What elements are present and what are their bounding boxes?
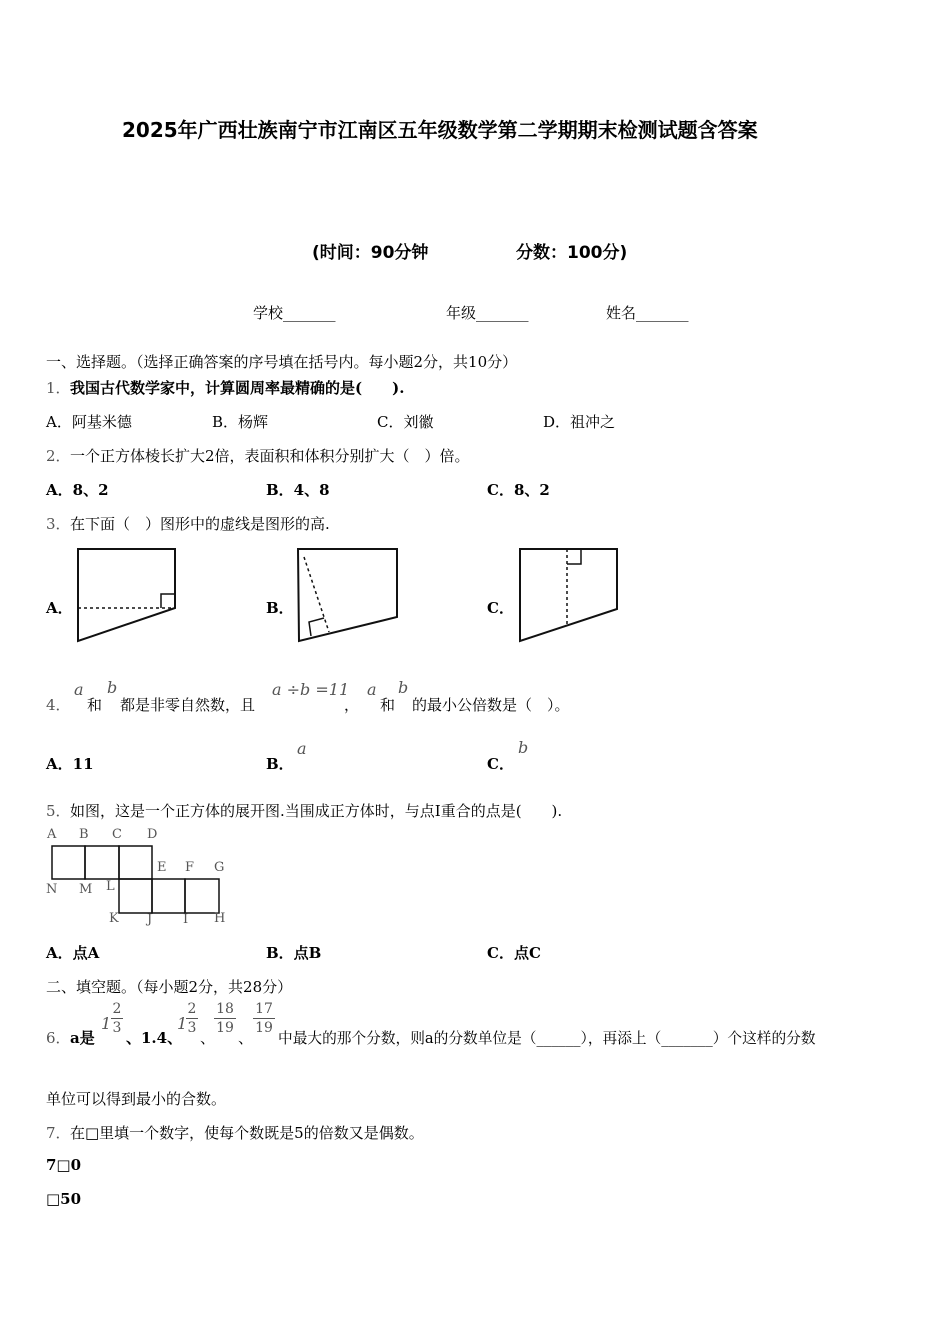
net-label-m: M	[79, 882, 93, 897]
net-square-3	[119, 846, 152, 879]
q4-and-1: 和	[87, 696, 103, 714]
net-label-e: E	[157, 860, 167, 875]
q1-option-b: B．杨辉	[212, 413, 269, 431]
q4-equation: a ÷b =11	[272, 680, 350, 699]
net-label-f: F	[185, 860, 195, 875]
net-square-6	[185, 879, 219, 913]
name-field: 姓名_______	[606, 304, 689, 322]
q6-frac1-num: 2	[112, 1001, 122, 1017]
q2-option-a: A．8、2	[46, 481, 109, 499]
figure-b-outline	[298, 549, 397, 641]
q3-text: 在下面（ ）图形中的虚线是图形的高.	[70, 515, 330, 533]
q4-option-b: B．	[266, 755, 294, 773]
q4-var-a2: a	[367, 680, 377, 699]
q4-var-b: b	[107, 678, 118, 697]
q1-option-a: A．阿基米德	[46, 413, 132, 431]
q4-option-c: C．	[487, 755, 514, 773]
q6-frac1-den: 3	[112, 1020, 122, 1036]
q5-number: 5．	[46, 802, 71, 820]
q2-text: 一个正方体棱长扩大2倍，表面积和体积分别扩大（ ）倍。	[70, 447, 470, 465]
q3-figure-c	[515, 545, 625, 645]
q6-frac3-den: 19	[214, 1018, 236, 1037]
q1-number: 1．	[46, 379, 71, 397]
q3-option-b: B．	[266, 599, 294, 617]
net-square-2	[85, 846, 119, 879]
figure-c-outline	[520, 549, 617, 641]
q5-option-a: A．点A	[46, 944, 100, 962]
q3-option-a: A．	[46, 599, 73, 617]
section2-heading: 二、填空题。（每小题2分，共28分）	[46, 978, 293, 996]
cube-net	[44, 828, 234, 928]
q4-var-b2: b	[398, 678, 409, 697]
section1-heading: 一、选择题。（选择正确答案的序号填在括号内。每小题2分，共10分）	[46, 353, 518, 371]
q1-option-c: C．刘徽	[377, 413, 434, 431]
net-label-l: L	[106, 879, 115, 894]
q4-and-2: 和	[380, 696, 396, 714]
net-label-g: G	[214, 860, 225, 875]
q4-option-c-value: b	[518, 738, 529, 757]
q3-figure-a	[72, 545, 182, 645]
net-label-h: H	[214, 911, 226, 926]
q7-number: 7．	[46, 1124, 71, 1142]
school-field: 学校_______	[253, 304, 336, 322]
q4-option-b-value: a	[297, 739, 307, 758]
q6-sep-2: 、	[200, 1029, 216, 1047]
q6-text-continued: 单位可以得到最小的合数。	[46, 1090, 227, 1108]
q6-frac4-den: 19	[253, 1018, 275, 1037]
q6-fraction-1	[111, 1000, 123, 1037]
q5-option-b: B．点B	[266, 944, 322, 962]
q4-text-2: 的最小公倍数是（ ）。	[412, 696, 570, 714]
q4-var-a: a	[74, 680, 84, 699]
q3-option-c: C．	[487, 599, 514, 617]
net-square-1	[52, 846, 85, 879]
net-square-4	[119, 879, 152, 913]
net-label-j: J	[147, 912, 153, 927]
figure-a-right-angle	[161, 594, 175, 608]
figure-c-right-angle	[567, 549, 581, 564]
page-title: 2025年广西壮族南宁市江南区五年级数学第二学期期末检测试题含答案	[122, 118, 758, 142]
q4-number: 4．	[46, 696, 71, 714]
exam-time: (时间：90分钟	[312, 243, 429, 263]
q6-frac1-whole: 1	[101, 1014, 112, 1033]
q6-fraction-2	[186, 1000, 198, 1037]
q2-option-b: B．4、8	[266, 481, 330, 499]
net-label-d: D	[147, 827, 158, 842]
q6-text: 中最大的那个分数，则a的分数单位是（______），再添上（_______）个这样的分数	[278, 1030, 816, 1047]
grade-field: 年级_______	[446, 304, 529, 322]
q6-frac2-num: 2	[187, 1001, 197, 1017]
net-label-c: C	[112, 827, 122, 842]
q5-text: 如图，这是一个正方体的展开图.当围成正方体时，与点I重合的点是( ).	[70, 802, 563, 820]
net-label-i: I	[183, 912, 189, 927]
q6-frac2-den: 3	[187, 1020, 197, 1036]
net-square-5	[152, 879, 185, 913]
q2-number: 2．	[46, 447, 71, 465]
q4-text-1: 都是非零自然数，且	[120, 696, 256, 714]
exam-score: 分数：100分)	[516, 243, 628, 263]
q2-option-c: C．8、2	[487, 481, 550, 499]
q1-option-d: D．祖冲之	[543, 413, 616, 431]
net-label-b: B	[79, 827, 89, 842]
q1-text: 我国古代数学家中，计算圆周率最精确的是( ).	[70, 379, 405, 397]
q5-option-c: C．点C	[487, 944, 541, 962]
q6-frac2-whole: 1	[177, 1014, 188, 1033]
q3-figure-b	[294, 545, 404, 645]
q4-comma: ，	[344, 696, 360, 714]
q6-frac3-num: 18	[216, 1001, 234, 1017]
q7-text: 在□里填一个数字，使每个数既是5的倍数又是偶数。	[70, 1124, 424, 1142]
q6-fraction-3	[214, 1000, 236, 1037]
q6-sep-1: 、1.4、	[126, 1029, 183, 1047]
q7-item-2: □50	[46, 1190, 82, 1208]
net-label-n: N	[46, 882, 58, 897]
figure-b-right-angle	[309, 618, 324, 636]
q6-sep-3: 、	[238, 1029, 254, 1047]
q6-number: 6．	[46, 1029, 71, 1047]
net-label-a: A	[47, 827, 57, 842]
q3-number: 3．	[46, 515, 71, 533]
q4-option-a: A．11	[46, 755, 94, 773]
net-label-k: K	[109, 911, 119, 926]
q6-fraction-4	[253, 1000, 275, 1037]
q7-item-1: 7□0	[46, 1156, 82, 1174]
q6-frac4-num: 17	[255, 1001, 273, 1017]
q6-lead: a是	[70, 1029, 95, 1047]
